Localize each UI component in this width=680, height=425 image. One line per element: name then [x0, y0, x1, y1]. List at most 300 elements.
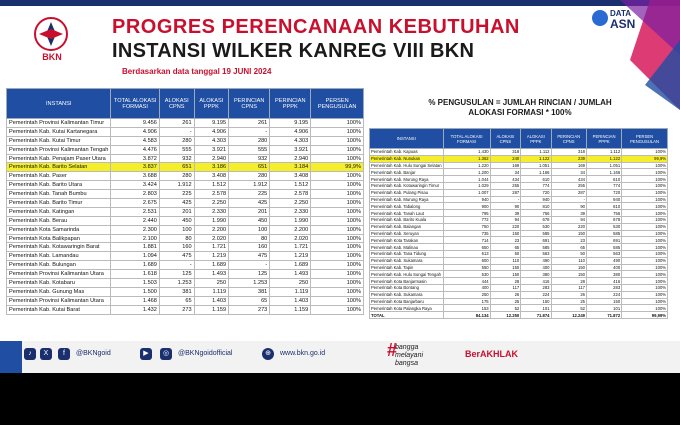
value-cell: 434: [551, 176, 587, 183]
column-header: INSTANSI: [370, 129, 444, 149]
value-cell: 169: [490, 162, 521, 169]
value-cell: 318: [551, 149, 587, 156]
value-cell: 444: [443, 278, 490, 285]
value-cell: 100%: [622, 149, 668, 156]
value-cell: 1.689: [111, 261, 160, 270]
value-cell: 23: [490, 237, 521, 244]
value-cell: 110: [551, 257, 587, 264]
column-header: PERSEN PENGUSULAN: [311, 89, 364, 119]
value-cell: 450: [229, 216, 270, 225]
column-header: ALOKASI CPNS: [490, 129, 521, 149]
value-cell: 71.874: [521, 312, 551, 319]
value-cell: 2.200: [194, 225, 228, 234]
table-row: [370, 149, 668, 156]
value-cell: 100%: [622, 176, 668, 183]
value-cell: 720: [521, 189, 551, 196]
value-cell: 261: [229, 119, 270, 128]
instansi-cell: Pemerintah Kab. Sukamara: [370, 291, 444, 298]
table-row: [7, 127, 364, 136]
value-cell: 9.456: [111, 119, 160, 128]
value-cell: 400: [521, 264, 551, 271]
data-asn-logo: [592, 8, 648, 34]
value-cell: 714: [443, 237, 490, 244]
value-cell: 3.921: [194, 145, 228, 154]
top-band: [0, 0, 680, 6]
value-cell: 610: [521, 176, 551, 183]
table-row: [7, 252, 364, 261]
value-cell: 940: [443, 196, 490, 203]
instansi-cell: Pemerintah Kab. Murung Raya: [370, 196, 444, 203]
value-cell: 100%: [622, 278, 668, 285]
instansi-cell: Pemerintah Kab. Paser: [7, 172, 111, 181]
value-cell: 563: [587, 250, 622, 257]
value-cell: 65: [229, 296, 270, 305]
value-cell: 283: [521, 284, 551, 291]
value-cell: 3.408: [194, 172, 228, 181]
value-cell: 100%: [622, 169, 668, 176]
value-cell: 1.493: [194, 270, 228, 279]
value-cell: 1.500: [111, 287, 160, 296]
value-cell: 3.186: [194, 163, 228, 172]
value-cell: 720: [587, 189, 622, 196]
value-cell: 2.803: [111, 190, 160, 199]
table-row: [7, 199, 364, 208]
instansi-cell: Pemerintah Kab. Kotabaru: [7, 279, 111, 288]
table-row: [7, 225, 364, 234]
value-cell: 774: [587, 182, 622, 189]
value-cell: 1.990: [270, 216, 311, 225]
column-header: PERINCIAN PPPK: [270, 89, 311, 119]
value-cell: 100%: [622, 298, 668, 305]
value-cell: 1.219: [270, 252, 311, 261]
value-cell: 273: [159, 305, 194, 314]
instansi-cell: Pemerintah Kota Tarakan: [370, 237, 444, 244]
value-cell: 100%: [311, 199, 364, 208]
instansi-cell: Pemerintah Kab. Tabalong: [370, 203, 444, 210]
value-cell: 585: [587, 230, 622, 237]
value-cell: 100: [159, 225, 194, 234]
instansi-cell: Pemerintah Kab. Banjar: [370, 169, 444, 176]
value-cell: 71.872: [587, 312, 622, 319]
value-cell: 4.476: [111, 145, 160, 154]
value-cell: 1.112: [521, 149, 551, 156]
value-cell: 4.303: [194, 136, 228, 145]
value-cell: 34: [551, 169, 587, 176]
value-cell: 550: [443, 264, 490, 271]
hashtag-icon: #: [387, 340, 398, 360]
instansi-cell: Pemerintah Kab. Gunung Mas: [7, 287, 111, 296]
value-cell: 100%: [311, 136, 364, 145]
value-cell: 201: [229, 207, 270, 216]
value-cell: 25: [490, 298, 521, 305]
title-word-perencanaan: PERENCANAAN KEBUTUHAN: [221, 16, 520, 38]
value-cell: 2.940: [270, 154, 311, 163]
value-cell: 101: [521, 305, 551, 312]
value-cell: 2.578: [194, 190, 228, 199]
value-cell: 150: [551, 271, 587, 278]
value-cell: 400: [443, 284, 490, 291]
table-row: [7, 270, 364, 279]
value-cell: 84.134: [443, 312, 490, 319]
value-cell: 99,99%: [622, 312, 668, 319]
value-cell: 287: [490, 189, 521, 196]
value-cell: 530: [443, 271, 490, 278]
value-cell: 434: [490, 176, 521, 183]
value-cell: 2.440: [111, 216, 160, 225]
instansi-cell: Pemerintah Kab. Pulang Pisau: [370, 189, 444, 196]
value-cell: 3.424: [111, 181, 160, 190]
instansi-cell: Pemerintah Kab. Tapin: [370, 264, 444, 271]
value-cell: 100%: [622, 244, 668, 251]
value-cell: 1.119: [194, 287, 228, 296]
value-cell: 25: [551, 298, 587, 305]
value-cell: 175: [443, 298, 490, 305]
value-cell: 125: [159, 270, 194, 279]
value-cell: 100%: [311, 127, 364, 136]
title-word-progres: PROGRES: [112, 16, 222, 38]
value-cell: 100%: [311, 270, 364, 279]
youtube-handle[interactable]: @BKNgoidofficial: [178, 350, 233, 357]
value-cell: 23: [551, 237, 587, 244]
table-row: [7, 145, 364, 154]
right-table-body: [370, 149, 668, 319]
value-cell: 224: [587, 291, 622, 298]
value-cell: 932: [159, 154, 194, 163]
website-link[interactable]: www.bkn.go.id: [280, 350, 326, 357]
instansi-cell: Pemerintah Kab. Hulu Sungai Selatan: [371, 162, 442, 168]
value-cell: 380: [587, 271, 622, 278]
instansi-cell: Pemerintah Kab. Kutai Timur: [7, 136, 111, 145]
left-table-body: [7, 119, 364, 315]
value-cell: 381: [159, 287, 194, 296]
value-cell: 1.253: [229, 279, 270, 288]
value-cell: 1.493: [270, 270, 311, 279]
value-cell: 99,9%: [622, 155, 668, 162]
value-cell: 651: [229, 163, 270, 172]
value-cell: 80: [229, 234, 270, 243]
value-cell: 1.166: [587, 169, 622, 176]
youtube-icon[interactable]: ▶: [140, 348, 152, 360]
value-cell: 1.220: [443, 162, 490, 169]
table-row: [7, 305, 364, 314]
value-cell: 50: [551, 250, 587, 257]
value-cell: 287: [551, 189, 587, 196]
value-cell: 100%: [311, 207, 364, 216]
table-row: [370, 244, 668, 251]
table-row: [370, 237, 668, 244]
value-cell: 1.029: [443, 182, 490, 189]
value-cell: 772: [443, 216, 490, 223]
value-cell: -: [551, 196, 587, 203]
value-cell: 39: [551, 210, 587, 217]
value-cell: 100%: [311, 305, 364, 314]
value-cell: 810: [587, 203, 622, 210]
instansi-cell: Pemerintah Kab. Kutai Barat: [7, 305, 111, 314]
table-row: [370, 230, 668, 237]
instansi-cell: Pemerintah Kab. Barito Utara: [7, 181, 111, 190]
value-cell: 101: [587, 305, 622, 312]
value-cell: 220: [490, 223, 521, 230]
value-cell: 490: [521, 257, 551, 264]
instansi-cell: Pemerintah Kab. Balangan: [370, 223, 444, 230]
value-cell: 2.300: [111, 225, 160, 234]
table-row: [370, 155, 668, 162]
value-cell: 3.921: [270, 145, 311, 154]
instansi-cell: Pemerintah Provinsi Kalimantan Utara: [7, 296, 111, 305]
value-cell: 26: [551, 291, 587, 298]
column-header: PERINCIAN PPPK: [587, 129, 622, 149]
value-cell: 90: [490, 203, 521, 210]
value-cell: 2.578: [270, 190, 311, 199]
value-cell: 416: [521, 278, 551, 285]
value-cell: 555: [159, 145, 194, 154]
value-cell: 1.432: [111, 305, 160, 314]
instansi-cell: Pemerintah Kota Balikpapan: [7, 234, 111, 243]
value-cell: 2.200: [270, 225, 311, 234]
value-cell: 99,9%: [311, 163, 364, 172]
instansi-cell: Pemerintah Kab. Penajam Paser Utara: [7, 154, 111, 163]
value-cell: -: [159, 261, 194, 270]
value-cell: 774: [521, 182, 551, 189]
value-cell: 613: [443, 250, 490, 257]
value-cell: 530: [521, 223, 551, 230]
value-cell: 250: [443, 291, 490, 298]
table-row: [370, 223, 668, 230]
value-cell: 1.721: [270, 243, 311, 252]
table-row: [7, 190, 364, 199]
value-cell: 585: [521, 244, 551, 251]
value-cell: 750: [443, 223, 490, 230]
table-row: [7, 136, 364, 145]
table-row: [370, 305, 668, 312]
value-cell: 3.184: [270, 163, 311, 172]
value-cell: 160: [159, 243, 194, 252]
value-cell: 1.253: [159, 279, 194, 288]
table-row: [370, 284, 668, 291]
column-header: ALOKASI PPPK: [194, 89, 228, 119]
value-cell: 153: [443, 305, 490, 312]
instansi-cell: Pemerintah Kota Samarinda: [7, 225, 111, 234]
formula-line1: % PENGUSULAN = JUMLAH RINCIAN / JUMLAH: [428, 98, 612, 107]
value-cell: 9.195: [270, 119, 311, 128]
value-cell: 1.912: [159, 181, 194, 190]
value-cell: 810: [521, 203, 551, 210]
column-header: ALOKASI PPPK: [521, 129, 551, 149]
instansi-cell: Pemerintah Kab. Barito Selatan: [7, 163, 111, 172]
value-cell: 100%: [622, 223, 668, 230]
bangga-line1: bangga: [395, 344, 419, 351]
instansi-cell: TOTAL: [370, 312, 444, 319]
value-cell: 100%: [311, 181, 364, 190]
value-cell: 1.512: [194, 181, 228, 190]
value-cell: 100%: [311, 234, 364, 243]
value-cell: 585: [521, 230, 551, 237]
bkn-logo-text: BKN: [42, 52, 62, 62]
table-row: [7, 234, 364, 243]
social-handle[interactable]: @BKNgoid: [76, 350, 111, 357]
instansi-cell: Pemerintah Kab. Kapuas: [370, 149, 444, 156]
value-cell: 150: [490, 264, 521, 271]
value-cell: 1.912: [229, 181, 270, 190]
instansi-cell: Pemerintah Kab. Lamandau: [7, 252, 111, 261]
value-cell: 735: [443, 230, 490, 237]
value-cell: 100%: [622, 230, 668, 237]
column-header: INSTANSI: [7, 89, 111, 119]
value-cell: 940: [587, 196, 622, 203]
value-cell: 52: [490, 305, 521, 312]
instansi-cell: Pemerintah Kab. Hulu Sungai Tengah: [370, 271, 444, 278]
table-row: [370, 271, 668, 278]
value-cell: 4.906: [111, 127, 160, 136]
value-cell: 1.512: [270, 181, 311, 190]
value-cell: 100%: [311, 145, 364, 154]
table-row: [7, 119, 364, 128]
instansi-cell: Pemerintah Kota Banjarbaru: [370, 298, 444, 305]
value-cell: 1.503: [111, 279, 160, 288]
value-cell: 1.166: [521, 169, 551, 176]
value-cell: 100%: [622, 291, 668, 298]
right-table-header: [370, 129, 668, 149]
value-cell: 150: [587, 298, 622, 305]
value-cell: 100%: [622, 189, 668, 196]
value-cell: 490: [587, 257, 622, 264]
value-cell: 100%: [311, 287, 364, 296]
table-row: [370, 162, 668, 169]
value-cell: 932: [229, 154, 270, 163]
value-cell: 756: [521, 210, 551, 217]
table-row: [7, 296, 364, 305]
value-cell: 2.250: [194, 199, 228, 208]
instansi-cell: Pemerintah Kota Banjarmasin: [370, 278, 444, 285]
value-cell: 555: [229, 145, 270, 154]
value-cell: 450: [159, 216, 194, 225]
instansi-cell: Pemerintah Kab. Kutai Kartanegara: [7, 127, 111, 136]
value-cell: 795: [443, 210, 490, 217]
formula-line2: ALOKASI FORMASI * 100%: [468, 108, 572, 117]
value-cell: 691: [521, 237, 551, 244]
value-cell: 224: [521, 291, 551, 298]
instansi-cell: Pemerintah Kab. Murung Raya: [370, 176, 444, 183]
value-cell: 2.250: [270, 199, 311, 208]
value-cell: 1.990: [194, 216, 228, 225]
value-cell: 255: [551, 182, 587, 189]
column-header: PERINCIAN CPNS: [551, 129, 587, 149]
value-cell: 100%: [311, 252, 364, 261]
table-row: [370, 196, 668, 203]
value-cell: 250: [194, 279, 228, 288]
value-cell: 150: [490, 271, 521, 278]
value-cell: 225: [159, 190, 194, 199]
table-row: [370, 176, 668, 183]
value-cell: 80: [159, 234, 194, 243]
column-header: PERSEN PENGUSULAN: [622, 129, 668, 149]
instansi-cell: Pemerintah Kab. Berau: [7, 216, 111, 225]
page-title-line1: [112, 16, 520, 39]
table-row: [370, 278, 668, 285]
facebook-icon[interactable]: f: [58, 348, 70, 360]
globe-icon[interactable]: ⊕: [262, 348, 274, 360]
value-cell: 416: [587, 278, 622, 285]
value-cell: 90: [551, 203, 587, 210]
value-cell: -: [229, 127, 270, 136]
bangga-line3: bangsa: [395, 360, 418, 367]
value-cell: 2.940: [194, 154, 228, 163]
value-cell: 2.100: [111, 234, 160, 243]
value-cell: 1.094: [111, 252, 160, 261]
table-row: [7, 261, 364, 270]
table-row: [7, 287, 364, 296]
instagram-icon[interactable]: ◎: [160, 348, 172, 360]
value-cell: 100%: [622, 210, 668, 217]
column-header: TOTAL ALOKASI FORMASI: [111, 89, 160, 119]
column-header: ALOKASI CPNS: [159, 89, 194, 119]
value-cell: 900: [443, 203, 490, 210]
table-row: [7, 243, 364, 252]
value-cell: 28: [490, 278, 521, 285]
instansi-cell: Pemerintah Kab. Tanah Laut: [370, 210, 444, 217]
value-cell: 100%: [622, 182, 668, 189]
column-header: TOTAL ALOKASI FORMASI: [443, 129, 490, 149]
value-cell: 100%: [311, 261, 364, 270]
value-cell: 4.906: [194, 127, 228, 136]
table-row: [7, 163, 364, 172]
value-cell: 2.330: [270, 207, 311, 216]
instansi-cell: Pemerintah Kab. Kotawaringin Timur: [370, 182, 444, 189]
value-cell: 3.837: [111, 163, 160, 172]
instansi-cell: Pemerintah Kab. Sukamara: [370, 257, 444, 264]
value-cell: 1.468: [111, 296, 160, 305]
table-row: [370, 210, 668, 217]
value-cell: 1.119: [270, 287, 311, 296]
table-row: [7, 216, 364, 225]
value-cell: 100%: [311, 154, 364, 163]
value-cell: 12.249: [551, 312, 587, 319]
value-cell: 678: [521, 216, 551, 223]
value-cell: 100%: [622, 216, 668, 223]
value-cell: 110: [490, 257, 521, 264]
instansi-cell: Pemerintah Kota Palangka Raya: [370, 305, 444, 312]
value-cell: 425: [229, 199, 270, 208]
value-cell: 2.020: [194, 234, 228, 243]
table-row: [7, 207, 364, 216]
value-cell: 318: [490, 149, 521, 156]
value-cell: 1.403: [270, 296, 311, 305]
value-cell: 1.159: [270, 305, 311, 314]
value-cell: 100%: [311, 296, 364, 305]
instansi-cell: Pemerintah Kab. Tanah Bumbu: [7, 190, 111, 199]
page-title-line2: INSTANSI WILKER KANREG VIII BKN: [112, 40, 475, 62]
table-row: [370, 189, 668, 196]
percentage-formula: [372, 98, 668, 118]
value-cell: 250: [270, 279, 311, 288]
tiktok-icon[interactable]: ♪: [24, 348, 36, 360]
value-cell: 563: [521, 250, 551, 257]
value-cell: 100%: [311, 172, 364, 181]
table-row: [7, 279, 364, 288]
value-cell: 756: [587, 210, 622, 217]
value-cell: 3.872: [111, 154, 160, 163]
instansi-cell: Pemerintah Kota Bontang: [370, 284, 444, 291]
value-cell: 100: [229, 225, 270, 234]
instansi-cell: Pemerintah Kab. Seruyan: [370, 230, 444, 237]
instansi-cell: Pemerintah Kab. Barito Kuala: [370, 216, 444, 223]
value-cell: 4.303: [270, 136, 311, 145]
value-cell: 150: [551, 264, 587, 271]
value-cell: 100%: [622, 237, 668, 244]
x-icon[interactable]: X: [40, 348, 52, 360]
value-cell: 225: [229, 190, 270, 199]
value-cell: 240: [490, 155, 521, 162]
